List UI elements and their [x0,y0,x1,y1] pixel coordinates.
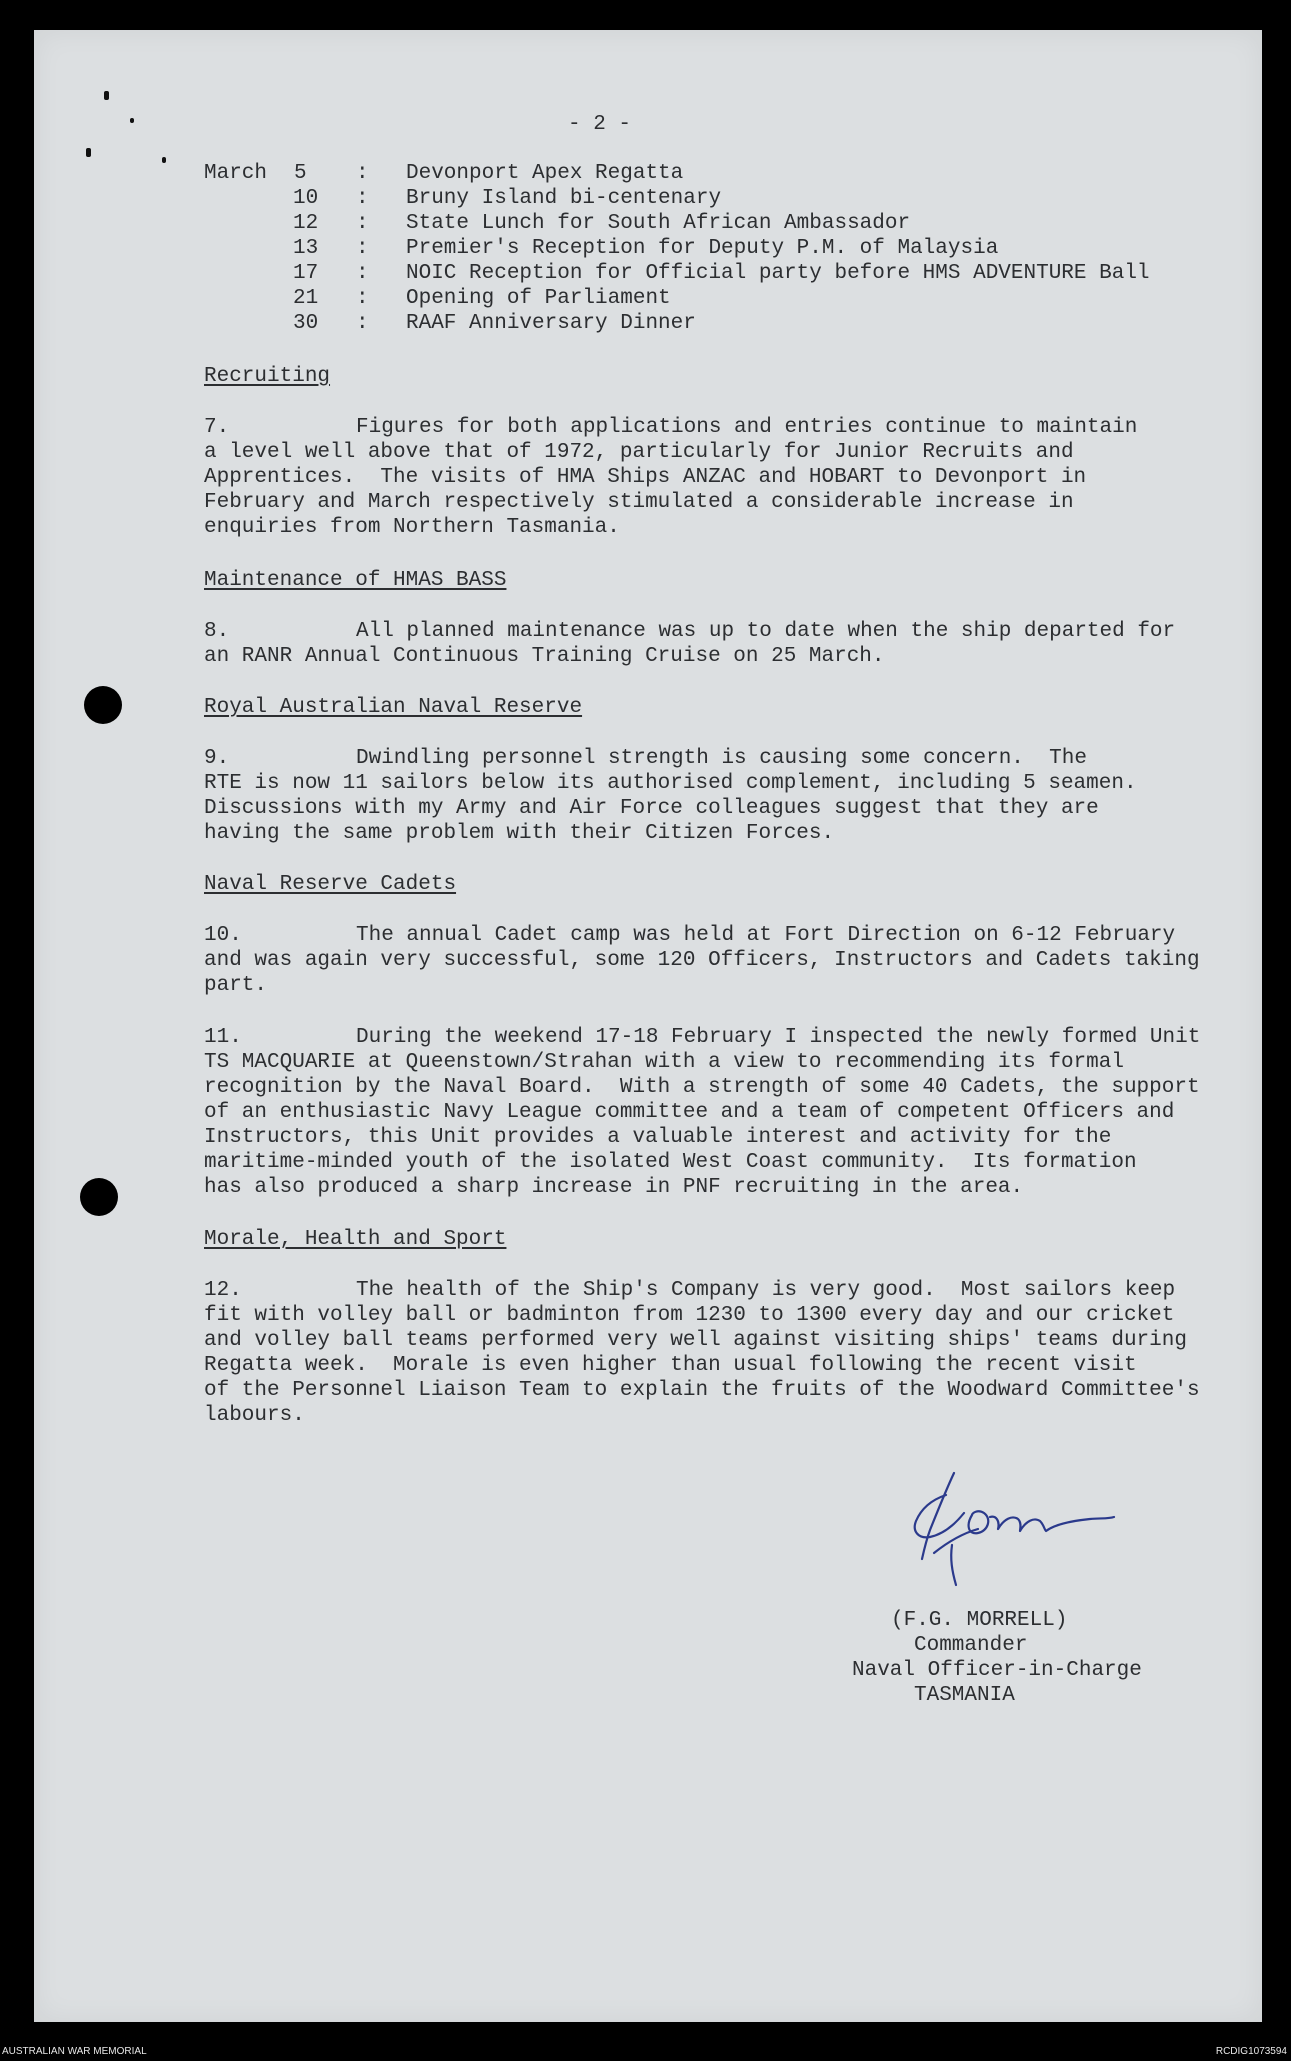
paragraph-line: Figures for both applications and entries continue to maintain [356,416,1138,439]
section-heading-maintenance: Maintenance of HMAS BASS [204,569,507,592]
paragraph-line: The health of the Ship's Company is very good. Most sailors keep [356,1279,1176,1302]
paragraph-line: enquiries from Northern Tasmania. [204,516,620,539]
paragraph-line: part. [204,974,268,997]
schedule-event: Bruny Island bi-centenary [406,187,722,210]
paragraph-line: a level well above that of 1972, particularly for Junior Recruits and [204,441,1074,464]
handwritten-signature [894,1455,1134,1595]
schedule-day: 12 [293,212,319,235]
schedule-month: March [204,162,268,185]
paragraph-number: 8. [204,620,230,643]
paragraph-number: 7. [204,416,230,439]
schedule-separator: : [356,312,369,335]
section-heading-recruiting: Recruiting [204,365,331,388]
signatory-name: (F.G. MORRELL) [891,1609,1068,1632]
paragraph-line: February and March respectively stimulated a considerable increase in [204,491,1074,514]
staple-mark [86,148,91,157]
page-number: - 2 - [568,113,632,136]
schedule-day: 21 [293,287,319,310]
schedule-event: NOIC Reception for Official party before HMS ADVENTURE Ball [406,262,1150,285]
section-heading-morale: Morale, Health and Sport [204,1228,507,1251]
schedule-separator: : [356,162,369,185]
paragraph-line: Apprentices. The visits of HMA Ships ANZAC and HOBART to Devonport in [204,466,1087,489]
punch-hole-upper [84,686,122,724]
schedule-separator: : [356,187,369,210]
schedule-event: RAAF Anniversary Dinner [406,312,696,335]
schedule-event: Premier's Reception for Deputy P.M. of Malaysia [406,237,999,260]
paragraph-line: During the weekend 17-18 February I inspected the newly formed Unit [356,1026,1201,1049]
paragraph-line: fit with volley ball or badminton from 1230 to 1300 every day and our cricket [204,1304,1175,1327]
paragraph-line: Regatta week. Morale is even higher than usual following the recent visit [204,1354,1137,1377]
schedule-event: Opening of Parliament [406,287,671,310]
schedule-separator: : [356,262,369,285]
staple-mark [130,118,134,123]
paragraph-line: of an enthusiastic Navy League committee and a team of competent Officers and [204,1101,1175,1124]
schedule-day: 30 [293,312,319,335]
paragraph-line: Dwindling personnel strength is causing some concern. The [356,747,1087,770]
footer-reference-id: RCDIG1073594 [1215,2046,1287,2057]
staple-mark [104,91,109,100]
schedule-day: 17 [293,262,319,285]
signatory-state: TASMANIA [914,1684,1015,1707]
paragraph-line: All planned maintenance was up to date when the ship departed for [356,620,1176,643]
paragraph-number: 10. [204,924,242,947]
schedule-day: 13 [293,237,319,260]
punch-hole-lower [80,1178,118,1216]
signatory-rank: Commander [914,1634,1028,1657]
schedule-event: Devonport Apex Regatta [406,162,684,185]
schedule-separator: : [356,237,369,260]
paragraph-line: labours. [204,1404,305,1427]
schedule-day: 10 [293,187,319,210]
paragraph-line: RTE is now 11 sailors below its authorised complement, including 5 seamen. [204,772,1137,795]
paragraph-line: having the same problem with their Citizen Forces. [204,822,835,845]
paragraph-number: 11. [204,1026,242,1049]
paragraph-line: maritime-minded youth of the isolated West Coast community. Its formation [204,1151,1137,1174]
paragraph-line: of the Personnel Liaison Team to explain the fruits of the Woodward Committee's [204,1379,1200,1402]
paragraph-number: 9. [204,747,230,770]
schedule-separator: : [356,287,369,310]
staple-mark [162,157,166,163]
signatory-title: Naval Officer-in-Charge [852,1659,1142,1682]
paragraph-line: and volley ball teams performed very well against visiting ships' teams during [204,1329,1187,1352]
paragraph-line: Discussions with my Army and Air Force colleagues suggest that they are [204,797,1099,820]
section-heading-reserve: Royal Australian Naval Reserve [204,696,583,719]
paragraph-line: TS MACQUARIE at Queenstown/Strahan with a view to recommending its formal [204,1051,1124,1074]
section-heading-cadets: Naval Reserve Cadets [204,873,457,896]
schedule-separator: : [356,212,369,235]
paragraph-line: Instructors, this Unit provides a valuable interest and activity for the [204,1126,1112,1149]
paragraph-line: an RANR Annual Continuous Training Cruise on 25 March. [204,645,885,668]
schedule-day: 5 [294,162,307,185]
document-page [34,30,1262,2022]
paragraph-line: has also produced a sharp increase in PNF recruiting in the area. [204,1176,1024,1199]
paragraph-number: 12. [204,1279,242,1302]
paragraph-line: recognition by the Naval Board. With a strength of some 40 Cadets, the support [204,1076,1200,1099]
footer-archive-name: AUSTRALIAN WAR MEMORIAL [2,2046,147,2057]
paragraph-line: and was again very successful, some 120 Officers, Instructors and Cadets taking [204,949,1200,972]
archive-footer [0,2044,1291,2061]
paragraph-line: The annual Cadet camp was held at Fort Direction on 6-12 February [356,924,1176,947]
schedule-event: State Lunch for South African Ambassador [406,212,911,235]
